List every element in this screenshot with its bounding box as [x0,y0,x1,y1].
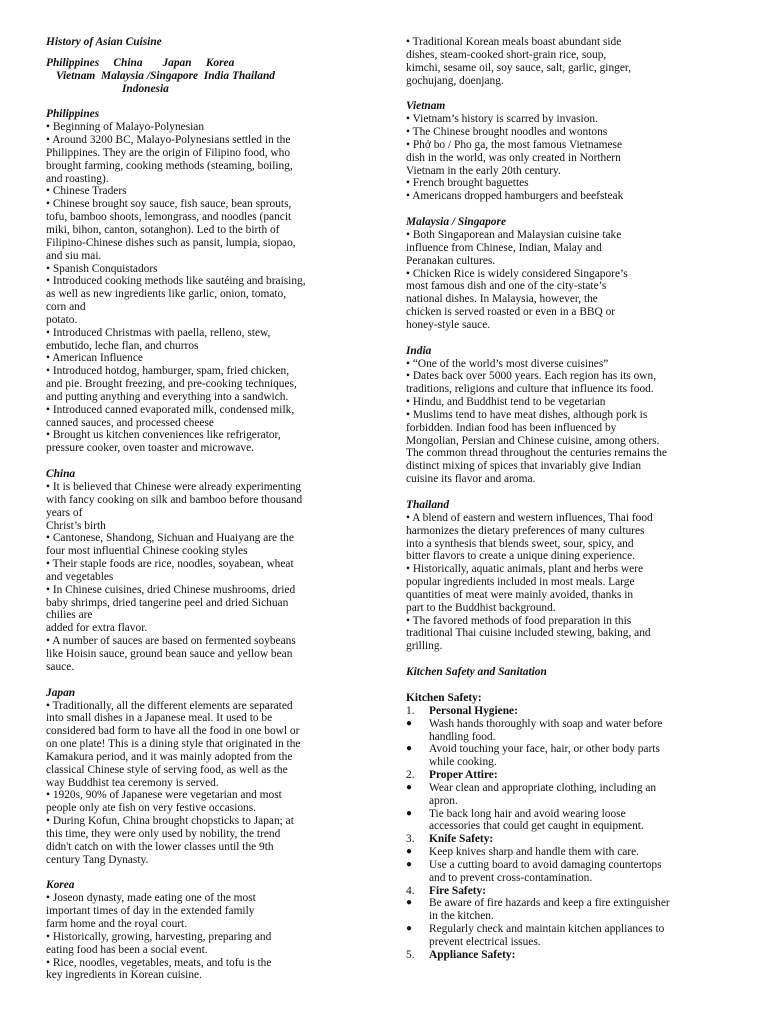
item-number: 3. [406,833,415,846]
text-line: way Buddhist tea ceremony is served. [46,776,219,789]
text-line: potato. [46,313,78,326]
section-heading: Philippines [46,108,100,121]
text-line: Peranakan cultures. [406,254,496,267]
spacer [406,486,728,499]
text-line: national dishes. In Malaysia, however, the [406,293,598,306]
text-line: • Joseon dynasty, made eating one of the most [46,892,256,905]
item-number: 2. [406,769,415,782]
country-list-line: Vietnam Malaysia /Singapore India Thailand [56,69,275,82]
document-title: History of Asian Cuisine [46,36,162,48]
country-list [46,57,364,96]
text-line: • Beginning of Malayo-Polynesian [46,121,205,134]
text-line: chicken is served roasted or even in a BBQ or [406,306,616,319]
text-line: • Cantonese, Shandong, Sichuan and Huaiyang are the [46,532,294,545]
text-line: • Dates back over 5000 years. Each region has its own, [406,370,657,383]
bullet-item [406,718,728,744]
text-line: like Hoisin sauce, ground bean sauce and yellow bean [46,647,293,660]
text-line: • Around 3200 BC, Malayo-Polynesians settled in the [46,134,291,147]
section-heading: India [406,344,432,357]
text-line: • Chinese Traders [46,185,127,198]
spacer [406,653,728,666]
right-column [406,36,728,962]
text-line: most famous dish and one of the city-state’s [406,280,607,293]
section-vietnam [406,100,728,203]
text-line: • Spanish Conquistadors [46,262,158,275]
bullet-icon: ● [406,858,413,870]
bullet-text [429,808,728,834]
bullet-text-line: Be aware of fire hazards and keep a fire extinguisher [429,897,670,910]
text-line: forbidden. Indian food has been influenced by [406,421,617,434]
text-line: • French brought baguettes [406,177,529,190]
text-line: into a synthesis that blends sweet, sour, spicy, and [406,537,634,550]
spacer [46,674,364,687]
bullet-item [406,859,728,885]
text-line: • Hindu, and Buddhist tend to be vegetarian [406,396,606,409]
bullet-icon: ● [406,743,413,755]
text-line: dish in the world, was only created in Northern [406,151,621,164]
text-line: bitter flavors to create a unique dining experience. [406,550,635,563]
text-line: The common thread throughout the centuries remains the [406,447,667,460]
text-line: • Muslims tend to have meat dishes, although pork is [406,408,648,421]
text-line: • Introduced canned evaporated milk, condensed milk, [46,403,295,416]
item-title: Appliance Safety: [429,948,516,961]
numbered-item [406,705,728,718]
text-line: • The favored methods of food preparation in this [406,614,632,627]
section-heading: Thailand [406,499,450,511]
text-line: • A blend of eastern and western influences, Thai food [406,511,653,524]
spacer [406,679,728,692]
text-line: baby shrimps, dried tangerine peel and dried Sichuan [46,596,289,609]
text-line: important times of day in the extended family [46,905,255,918]
text-line: grilling. [406,640,443,653]
text-line: considered bad form to have all the food in one bowl or [46,725,300,738]
bullet-icon: ● [406,846,413,858]
text-line: • In Chinese cuisines, dried Chinese mushrooms, dried [46,583,296,596]
text-line: Vietnam in the early 20th century. [406,164,561,177]
bullet-text [429,782,728,808]
country-list-line: Indonesia [122,82,169,95]
bullet-icon: ● [406,781,413,793]
text-line: distinct mixing of spices that invariably give Indian [406,460,642,473]
section-malaysia-singapore [406,216,728,332]
text-line: • 1920s, 90% of Japanese were vegetarian and most [46,789,282,802]
text-line: • Historically, growing, harvesting, preparing and [46,930,272,943]
text-line: • Chicken Rice is widely considered Singapore’s [406,267,628,280]
spacer [46,866,364,879]
bullet-text [429,718,728,744]
text-line: traditional Thai cuisine included stewing, baking, and [406,627,651,640]
text-line: Filipino-Chinese dishes such as pansit, lumpia, siopao, [46,236,296,249]
text-line: corn and [46,301,86,314]
item-title: Fire Safety: [429,884,487,897]
text-line: into small dishes in a Japanese meal. It used to be [46,712,273,725]
bullet-item [406,782,728,808]
bullet-item [406,808,728,834]
text-line: dishes, steam-cooked short-grain rice, soup, [406,48,607,61]
section-thailand [406,499,728,653]
text-line: pressure cooker, oven toaster and microwave. [46,442,254,455]
bullet-text [429,897,728,923]
text-line: • Introduced cooking methods like sautéing and braising, [46,275,306,288]
text-line: this time, they were only used by nobility, the trend [46,827,281,840]
bullet-text-line: Regularly check and maintain kitchen appliances to [429,923,665,936]
text-line: miki, bihon, canton, sotanghon). Led to the birth of [46,223,280,236]
text-line: • A number of sauces are based on fermented soybeans [46,635,296,648]
bullet-text [429,743,728,769]
bullet-icon: ● [406,717,413,729]
text-line: canned sauces, and processed cheese [46,416,214,429]
item-number: 4. [406,884,415,897]
item-title: Knife Safety: [429,833,494,846]
spacer [46,455,364,468]
text-line: century Tang Dynasty. [46,853,149,866]
bullet-text-line: accessories that could get caught in equipment. [429,820,644,833]
numbered-item [406,769,728,782]
text-line: • Introduced hotdog, hamburger, spam, fried chicken, [46,365,290,378]
text-line: quantities of meat were mainly avoided, thanks in [406,588,634,601]
spacer [46,95,364,108]
bullet-text-line: Use a cutting board to avoid damaging countertops [429,858,662,871]
text-line: and pie. Brought freezing, and pre-cooking techniques, [46,378,297,391]
text-line: kimchi, sesame oil, soy sauce, salt, garlic, ginger, [406,61,632,74]
section-korea [46,879,364,982]
kitchen-safety-subheading: Kitchen Safety: [406,691,482,704]
bullet-icon: ● [406,923,413,935]
text-line: four most influential Chinese cooking styles [46,545,248,558]
text-line: • Traditionally, all the different elements are separated [46,699,293,712]
text-line: brought farming, cooking methods (steaming, boiling, [46,159,293,172]
kitchen-safety-list [406,705,728,962]
numbered-item [406,949,728,962]
text-line: chilies are [46,609,93,622]
text-line: traditions, religions and culture that influence its food. [406,383,654,396]
text-line: • Chinese brought soy sauce, fish sauce, bean sprouts, [46,198,292,211]
text-line: • Rice, noodles, vegetables, meats, and tofu is the [46,956,272,969]
bullet-text-line: Wash hands thoroughly with soap and water before [429,717,663,730]
bullet-text-line: Keep knives sharp and handle them with care. [429,846,640,859]
section-heading: China [46,468,76,481]
text-line: cuisine its flavor and aroma. [406,473,536,486]
text-line: tofu, bamboo shoots, lemongrass, and noodles (pancit [46,211,292,224]
text-line: honey-style sauce. [406,318,491,331]
text-line: • The Chinese brought noodles and wontons [406,126,608,139]
bullet-text-line: handling food. [429,730,496,743]
text-line: embutido, leche flan, and churros [46,339,199,352]
text-line: • During Kofun, China brought chopsticks to Japan; at [46,815,294,828]
text-line: Kamakura period, and it was mainly adopted from the [46,750,293,763]
bullet-text-line: apron. [429,794,458,807]
text-line: • Vietnam’s history is scarred by invasion. [406,113,598,126]
text-line: didn't catch on with the lower classes until the 9th [46,840,274,853]
text-line: • American Influence [46,352,143,365]
numbered-item [406,885,728,898]
text-line: and roasting). [46,172,109,185]
text-line: and vegetables [46,570,114,583]
section-korea-continued [406,36,728,87]
bullet-text [429,923,728,949]
section-heading: Vietnam [406,100,446,113]
item-number: 5. [406,948,415,961]
section-japan [46,687,364,867]
text-line: people only ate fish on very festive occasions. [46,802,257,815]
text-line: influence from Chinese, Indian, Malay and [406,241,602,254]
text-line: • Traditional Korean meals boast abundant side [406,36,622,48]
bullet-text-line: in the kitchen. [429,910,494,923]
bullet-text-line: Tie back long hair and avoid wearing loose [429,807,626,820]
item-title: Proper Attire: [429,769,498,782]
bullet-text-line: prevent electrical issues. [429,936,541,948]
text-line: and putting anything and everything into a sandwich. [46,390,289,403]
text-line: • Historically, aquatic animals, plant and herbs were [406,563,643,576]
section-philippines [46,108,364,455]
bullet-item [406,846,728,859]
text-line: with fancy cooking on silk and bamboo before thousand [46,493,303,506]
bullet-text [429,846,728,859]
bullet-text [429,859,728,885]
bullet-icon: ● [406,807,413,819]
kitchen-safety-heading: Kitchen Safety and Sanitation [406,666,547,679]
text-line: key ingredients in Korean cuisine. [46,969,202,982]
bullet-text-line: and to prevent cross-contamination. [429,871,593,884]
text-line: farm home and the royal court. [46,918,188,930]
text-line: as well as new ingredients like garlic, onion, tomato, [46,288,287,301]
text-line: Christ’s birth [46,519,106,532]
numbered-item [406,833,728,846]
text-line: • Introduced Christmas with paella, relleno, stew, [46,326,271,339]
spacer [406,332,728,345]
text-line: • Phở bo / Pho ga, the most famous Vietnamese [406,138,623,151]
text-line: part to the Buddhist background. [406,601,556,614]
section-heading: Malaysia / Singapore [406,216,506,229]
text-line: years of [46,506,83,519]
item-title: Personal Hygiene: [429,704,518,717]
bullet-text-line: Wear clean and appropriate clothing, including an [429,781,657,794]
bullet-item [406,897,728,923]
text-line: gochujang, doenjang. [406,74,504,87]
text-line: Philippines. They are the origin of Filipino food, who [46,146,291,159]
section-heading: Japan [46,686,76,699]
text-line: • “One of the world’s most diverse cuisines” [406,357,609,370]
text-line: added for extra flavor. [46,622,148,635]
text-line: Mongolian, Persian and Chinese cuisine, among others. [406,434,660,447]
text-line: popular ingredients included in most meals. Large [406,576,635,589]
country-list-line: Philippines China Japan Korea [46,56,235,69]
bullet-text-line: Avoid touching your face, hair, or other body parts [429,743,660,756]
text-line: sauce. [46,660,75,673]
item-number: 1. [406,704,415,717]
text-line: and siu mai. [46,249,102,262]
section-india [406,345,728,486]
section-china [46,468,364,674]
text-line: eating food has been a social event. [46,943,208,956]
text-line: • Their staple foods are rice, noodles, soyabean, wheat [46,558,294,571]
text-line: • Americans dropped hamburgers and beefsteak [406,190,624,203]
bullet-item [406,743,728,769]
text-line: • Brought us kitchen conveniences like refrigerator, [46,429,281,442]
text-line: harmonizes the dietary preferences of many cultures [406,524,645,537]
left-column [46,36,364,982]
text-line: classical Chinese style of serving food, as well as the [46,763,288,776]
bullet-icon: ● [406,897,413,909]
bullet-item [406,923,728,949]
text-line: • It is believed that Chinese were already experimenting [46,481,302,493]
spacer [406,203,728,216]
text-line: • Both Singaporean and Malaysian cuisine take [406,228,622,241]
spacer [406,87,728,100]
section-heading: Korea [46,879,75,892]
text-line: on one plate! This is a dining style that originated in the [46,738,301,751]
bullet-text-line: while cooking. [429,756,497,769]
